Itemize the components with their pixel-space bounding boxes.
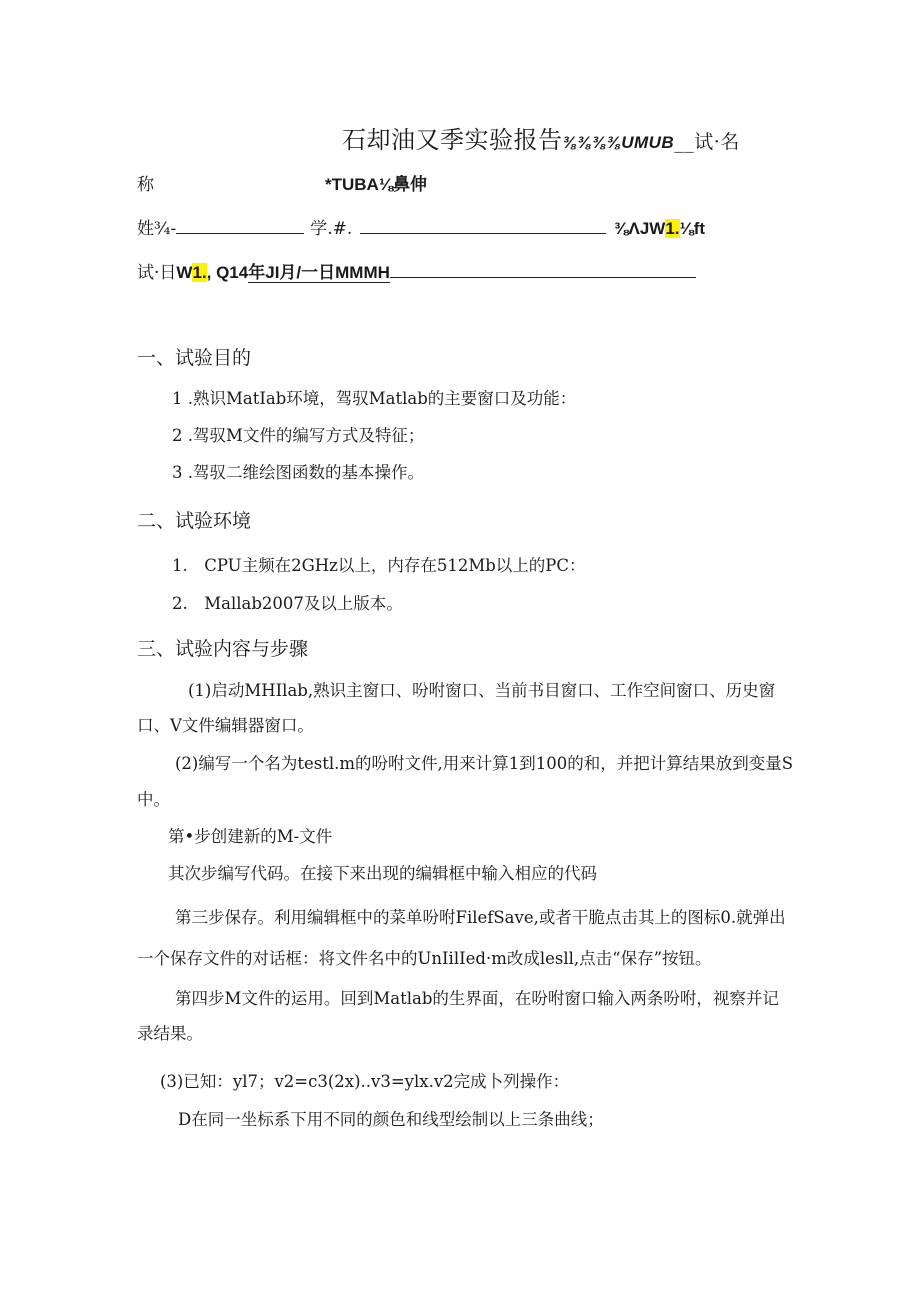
section-1-title: 一、试验目的 xyxy=(137,347,252,369)
title-code: ⅜⅜⅜⅜UMUB xyxy=(562,133,675,152)
report-title xyxy=(342,120,740,155)
s3-p2-line-1: (2)编写一个名为testl.m的吩咐文件,用来计算1到100的和，并把计算结果放到变量S xyxy=(175,754,794,773)
s3-p3: (3)已知：yl7；v2=c3(2x)..v3=ylx.v2完成卜列操作： xyxy=(160,1072,570,1091)
s3-p2-line-2: 中。 xyxy=(137,790,170,809)
s3-step-1: 第•步创建新的M-文件 xyxy=(168,827,333,846)
s3-p3-item: D在同一坐标系下用不同的颜色和线型绘制以上三条曲线； xyxy=(178,1110,604,1129)
date-w: W xyxy=(176,263,193,282)
s3-p1-line-1: (1)启动MHIlab,熟识主窗口、吩咐窗口、当前书目窗口、工作空间窗口、历史窗 xyxy=(188,681,776,700)
s1-item-2: 2 .驾驭M文件的编写方式及特征； xyxy=(172,426,425,445)
s3-step-4-line-1: 第四步M文件的运用。回到Matlab的生界面，在吩咐窗口输入两条吩咐，视察并记 xyxy=(175,989,779,1008)
date-label: 试·日 xyxy=(137,263,177,283)
title-tail: __试·名 xyxy=(674,131,740,153)
class-label-b: ⅛ft xyxy=(679,219,706,238)
s3-step-3-line-2: 一个保存文件的对话框：将文件名中的UnIilIed·m改成lesll,点击“保存”按钮。 xyxy=(137,949,712,968)
student-info-line xyxy=(137,214,705,239)
s1-item-3: 3 .驾驭二维绘图函数的基本操作。 xyxy=(172,463,424,482)
student-number-label: 学.#. xyxy=(310,219,353,239)
student-name-label: 姓¾- xyxy=(137,219,177,239)
experiment-name-value: *TUBA⅛鼻伸 xyxy=(325,175,428,194)
date-line xyxy=(137,258,696,283)
s2-item-2: 2. Mallab2007及以上版本。 xyxy=(172,594,403,613)
s3-step-2: 其次步编写代码。在接下来出现的编辑框中输入相应的代码 xyxy=(168,864,597,883)
date-highlight: 1. xyxy=(192,263,207,282)
s3-p1-line-2: 口、V文件编辑器窗口。 xyxy=(137,716,314,735)
student-name-blank xyxy=(176,219,304,234)
class-highlight: 1. xyxy=(665,219,680,238)
date-value: 年JI月/一日MMMH xyxy=(248,263,390,282)
s2-item-1: 1. CPU主频在2GHz以上，内存在512Mb以上的PC： xyxy=(172,556,586,575)
s1-item-1: 1 .熟识MatIab环境，驾驭Matlab的主要窗口及功能： xyxy=(172,389,577,408)
s3-step-4-line-2: 录结果。 xyxy=(137,1024,203,1043)
s3-step-3-line-1: 第三步保存。利用编辑框中的菜单吩咐FilefSave,或者干脆点击其上的图标0.就弹出 xyxy=(175,908,786,927)
date-q: , Q14 xyxy=(206,263,249,282)
class-label-a: ⅜ΛJW xyxy=(614,219,666,238)
experiment-name-label: 称 xyxy=(137,175,154,195)
title-chinese: 石却油又季实验报告 xyxy=(342,126,563,154)
student-number-blank xyxy=(360,219,606,234)
section-3-title: 三、试验内容与步骤 xyxy=(137,638,309,660)
section-2-title: 二、试验环境 xyxy=(137,510,252,532)
date-blank xyxy=(390,263,696,278)
